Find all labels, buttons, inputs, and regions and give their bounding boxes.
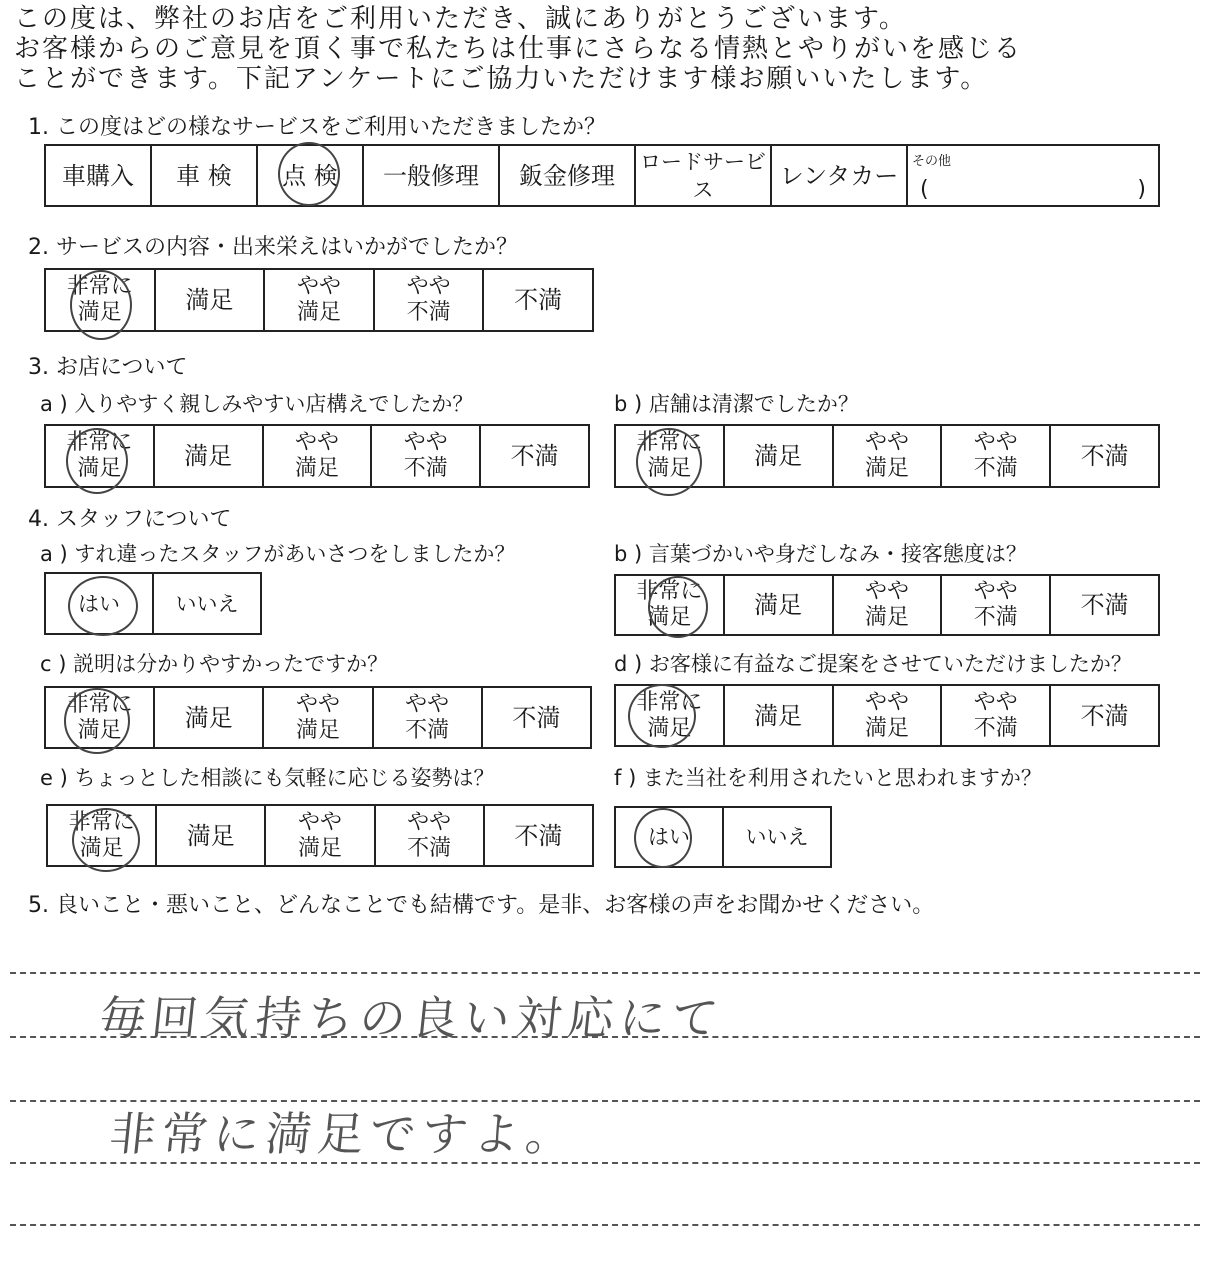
option-somewhat-dissatisfied[interactable]: やや 不満: [371, 425, 480, 487]
option-satisfied[interactable]: 満足: [724, 575, 833, 635]
option-somewhat-satisfied[interactable]: やや 満足: [833, 425, 942, 487]
question-4a-text: a ) すれ違ったスタッフがあいさつをしましたか？: [40, 542, 516, 566]
option-satisfied[interactable]: 満足: [724, 425, 833, 487]
other-label: その他: [912, 154, 952, 169]
option-dissatisfied[interactable]: 不満: [1050, 575, 1159, 635]
option-somewhat-satisfied[interactable]: やや 満足: [833, 685, 942, 746]
question-1-title: 1. この度はどの様なサービスをご利用いただきましたか？: [28, 115, 606, 140]
option-no[interactable]: いいえ: [723, 807, 831, 867]
option-somewhat-dissatisfied[interactable]: やや 不満: [941, 425, 1050, 487]
question-3a-scale: [44, 424, 590, 488]
question-4d-scale: [614, 684, 1160, 747]
option-somewhat-satisfied[interactable]: やや 満足: [833, 575, 942, 635]
question-4f-text: f ) また当社を利用されたいと思われますか？: [614, 766, 1042, 790]
option-very-satisfied[interactable]: 非常に 満足: [45, 269, 155, 331]
question-4f-yesno: [614, 806, 832, 868]
option-somewhat-satisfied[interactable]: やや 満足: [265, 805, 374, 866]
paren-open: (: [920, 177, 929, 202]
option-satisfied[interactable]: 満足: [724, 685, 833, 746]
option-very-satisfied[interactable]: 非常に 満足: [615, 575, 724, 635]
intro-line: ことができます。下記アンケートにご協力いただけます様お願いいたします。: [14, 64, 989, 94]
question-3b-scale: [614, 424, 1160, 488]
option-dissatisfied[interactable]: 不満: [483, 269, 593, 331]
option-dissatisfied[interactable]: 不満: [480, 425, 589, 487]
intro-line: この度は、弊社のお店をご利用いただき、誠にありがとうございます。: [14, 4, 907, 34]
option-very-satisfied[interactable]: 非常に 満足: [47, 805, 156, 866]
question-2-title: 2. サービスの内容・出来栄えはいかがでしたか？: [28, 235, 518, 260]
option-satisfied[interactable]: 満足: [155, 269, 265, 331]
option-yes[interactable]: はい: [615, 807, 723, 867]
handwritten-comment-line-2: 非常に満足ですよ。: [106, 1107, 581, 1161]
intro-line: お客様からのご意見を頂く事で私たちは仕事にさらなる情熱とやりがいを感じる: [14, 34, 1023, 64]
question-4b-scale: [614, 574, 1160, 636]
option-very-satisfied[interactable]: 非常に 満足: [45, 425, 154, 487]
handwritten-comment-line-1: 毎回気持ちの良い対応にて: [96, 991, 727, 1045]
option-somewhat-satisfied[interactable]: やや 満足: [263, 425, 372, 487]
question-4a-yesno: [44, 572, 262, 635]
option-inspection[interactable]: 点 検: [257, 145, 363, 206]
option-satisfied[interactable]: 満足: [156, 805, 265, 866]
question-3a-text: a ) 入りやすく親しみやすい店構えでしたか？: [40, 392, 474, 416]
question-4e-text: e ) ちょっとした相談にも気軽に応じる姿勢は？: [40, 766, 495, 790]
question-4b-text: b ) 言葉づかいや身だしなみ・接客態度は？: [614, 542, 1027, 566]
question-2-scale: [44, 268, 594, 332]
option-somewhat-dissatisfied[interactable]: やや 不満: [373, 687, 482, 748]
question-4c-scale: [44, 686, 592, 749]
option-dissatisfied[interactable]: 不満: [482, 687, 591, 748]
option-very-satisfied[interactable]: 非常に 満足: [615, 425, 724, 487]
option-no[interactable]: いいえ: [153, 573, 261, 634]
question-4d-text: d ) お客様に有益なご提案をさせていただけましたか？: [614, 652, 1132, 676]
option-somewhat-dissatisfied[interactable]: やや 不満: [941, 575, 1050, 635]
paren-close: ): [1137, 177, 1146, 202]
option-dissatisfied[interactable]: 不満: [484, 805, 593, 866]
question-4-title: 4. スタッフについて: [28, 507, 232, 532]
option-somewhat-satisfied[interactable]: やや 満足: [263, 687, 372, 748]
option-very-satisfied[interactable]: 非常に 満足: [45, 687, 154, 748]
intro-text: [14, 4, 1022, 94]
option-road-service[interactable]: ロードサービス: [635, 145, 771, 206]
option-somewhat-dissatisfied[interactable]: やや 不満: [375, 805, 484, 866]
option-satisfied[interactable]: 満足: [154, 687, 263, 748]
option-car-purchase[interactable]: 車購入: [45, 145, 151, 206]
option-rental-car[interactable]: レンタカー: [771, 145, 907, 206]
option-somewhat-satisfied[interactable]: やや 満足: [264, 269, 374, 331]
question-1-options: [44, 144, 1160, 207]
option-dissatisfied[interactable]: 不満: [1050, 425, 1159, 487]
option-somewhat-dissatisfied[interactable]: やや 不満: [941, 685, 1050, 746]
option-dissatisfied[interactable]: 不満: [1050, 685, 1159, 746]
question-4e-scale: [46, 804, 594, 867]
option-shaken[interactable]: 車 検: [151, 145, 257, 206]
question-5-title: 5. 良いこと・悪いこと、どんなことでも結構です。是非、お客様の声をお聞かせください。: [28, 893, 935, 918]
option-other[interactable]: [907, 145, 1159, 206]
question-4c-text: c ) 説明は分かりやすかったですか？: [40, 652, 389, 676]
question-3-title: 3. お店について: [28, 355, 188, 380]
option-sheet-metal[interactable]: 鈑金修理: [499, 145, 635, 206]
option-satisfied[interactable]: 満足: [154, 425, 263, 487]
comment-line: [10, 972, 1200, 974]
option-somewhat-dissatisfied[interactable]: やや 不満: [374, 269, 484, 331]
comment-line: [10, 1224, 1200, 1226]
option-general-repair[interactable]: 一般修理: [363, 145, 499, 206]
option-very-satisfied[interactable]: 非常に 満足: [615, 685, 724, 746]
question-3b-text: b ) 店舗は清潔でしたか？: [614, 392, 859, 416]
option-yes[interactable]: はい: [45, 573, 153, 634]
